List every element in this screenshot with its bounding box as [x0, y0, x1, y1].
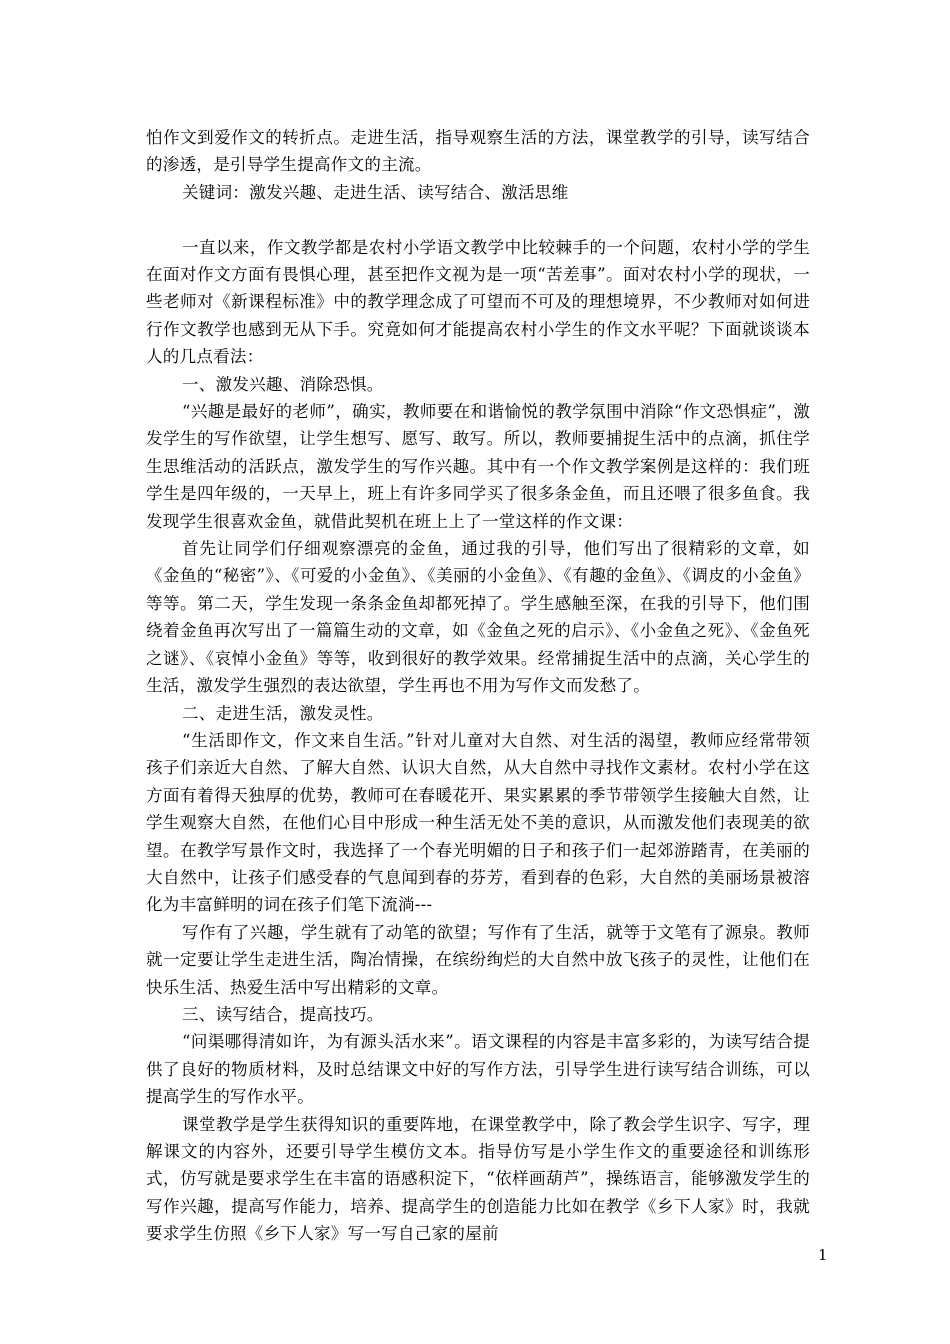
section-heading-1: 一、激发兴趣、消除恐惧。: [182, 374, 384, 394]
page-number: 1: [818, 1246, 828, 1264]
paragraph-section1-b: 首先让同学们仔细观察漂亮的金鱼，通过我的引导，他们写出了很精彩的文章，如《金鱼的“秘密”》、《可爱的小金鱼》、《美丽的小金鱼》、《有趣的金鱼》、《调皮的小金鱼》等等。第二天，学生发现一条条金鱼却都死掉了。学生感触至深，在我的引导下，他们围绕着金鱼再次写出了一篇篇生动的文章，如《金鱼之死的启示》、《小金鱼之死》、《金鱼死之谜》、《哀悼小金鱼》等等，收到很好的教学效果。经常捕捉生活中的点滴，关心学生的生活，激发学生强烈的表达欲望，学生再也不用为写作文而发愁了。: [146, 539, 810, 696]
paragraph-section1-a: “兴趣是最好的老师”，确实，教师要在和谐愉悦的教学氛围中消除“作文恐惧症”，激发学生的写作欲望，让学生想写、愿写、敢写。所以，教师要捕捉生活中的点滴，抓住学生思维活动的活跃点，激发学生的写作兴趣。其中有一个作文教学案例是这样的：我们班学生是四年级的，一天早上，班上有许多同学买了很多条金鱼，而且还喂了很多鱼食。我发现学生很喜欢金鱼，就借此契机在班上上了一堂这样的作文课：: [146, 402, 810, 531]
section-heading-2: 二、走进生活，激发灵性。: [182, 703, 384, 723]
paragraph-section2-b: 写作有了兴趣，学生就有了动笔的欲望；写作有了生活，就等于文笔有了源泉。教师就一定要让学生走进生活，陶冶情操，在缤纷绚烂的大自然中放飞孩子的灵性，让他们在快乐生活、热爱生活中写出精彩的文章。: [146, 922, 810, 997]
section-heading-3: 三、读写结合，提高技巧。: [182, 1004, 384, 1024]
paragraph-keywords: 关键词：激发兴趣、走进生活、读写结合、激活思维: [182, 182, 569, 202]
document-body: [146, 124, 810, 1248]
paragraph-intro: 一直以来，作文教学都是农村小学语文教学中比较棘手的一个问题，农村小学的学生在面对作文方面有畏惧心理，甚至把作文视为是一项“苦差事”。面对农村小学的现状，一些老师对《新课程标准》中的教学理念成了可望而不可及的理想境界，不少教师对如何进行作文教学也感到无从下手。究竟如何才能提高农村小学生的作文水平呢？下面就谈谈本人的几点看法：: [146, 237, 810, 367]
paragraph-section3-b: 课堂教学是学生获得知识的重要阵地，在课堂教学中，除了教会学生识字、写字，理解课文的内容外，还要引导学生模仿文本。指导仿写是小学生作文的重要途径和训练形式，仿写就是要求学生在丰富的语感积淀下，“依样画葫芦”，操练语言，能够激发学生的写作兴趣，提高写作能力，培养、提高学生的创造能力比如在教学《乡下人家》时，我就要求学生仿照《乡下人家》写一写自己家的屋前: [146, 1114, 810, 1244]
blank-line: [146, 206, 810, 233]
paragraph-section3-a: “问渠哪得清如许，为有源头活水来”。语文课程的内容是丰富多彩的，为读写结合提供了良好的物质材料，及时总结课文中好的写作方法，引导学生进行读写结合训练，可以提高学生的写作水平。: [146, 1032, 810, 1107]
paragraph-section2-a: “生活即作文，作文来自生活。”针对儿童对大自然、对生活的渴望，教师应经常带领孩子们亲近大自然、了解大自然、认识大自然，从大自然中寻找作文素材。农村小学在这方面有着得天独厚的优势，教师可在春暖花开、果实累累的季节带领学生接触大自然，让学生观察大自然，在他们心目中形成一种生活无处不美的意识，从而激发他们表现美的欲望。在教学写景作文时，我选择了一个春光明媚的日子和孩子们一起郊游踏青，在美丽的大自然中，让孩子们感受春的气息闻到春的芬芳，看到春的色彩，大自然的美丽场景被溶化为丰富鲜明的词在孩子们笔下流淌---: [146, 730, 810, 915]
paragraph-abstract-end: 怕作文到爱作文的转折点。走进生活，指导观察生活的方法，课堂教学的引导，读写结合的渗透，是引导学生提高作文的主流。: [146, 128, 810, 175]
